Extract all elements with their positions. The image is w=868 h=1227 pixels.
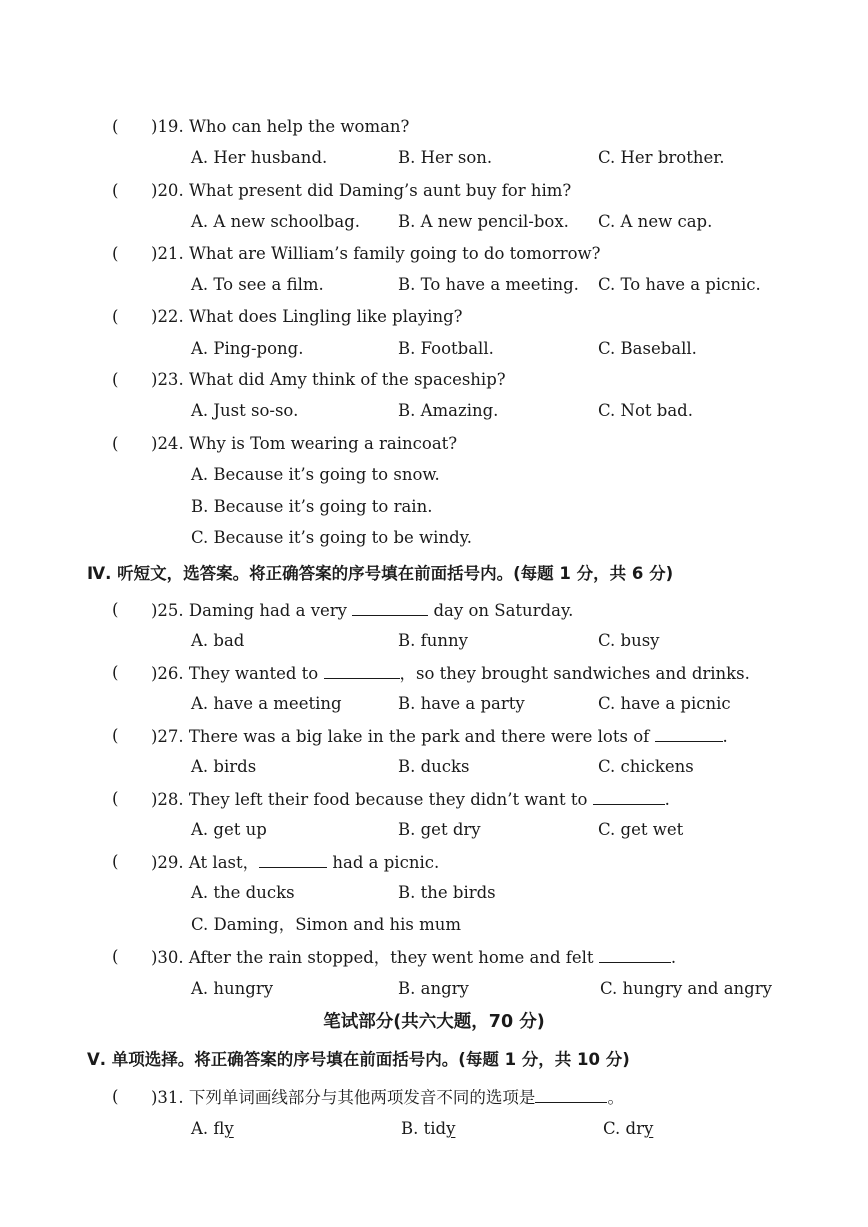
- option-b: B. angry: [398, 979, 469, 998]
- option-a: A. Ping-pong.: [191, 339, 304, 358]
- answer-blank[interactable]: [259, 851, 327, 868]
- option-a: A. A new schoolbag.: [191, 212, 361, 231]
- question-text: )21. What are William’s family going to do tomorrow?: [151, 244, 601, 263]
- option-a: A. fly: [191, 1119, 234, 1138]
- option-a: A. Because it’s going to snow.: [191, 465, 440, 484]
- option-c: C. hungry and angry: [600, 979, 772, 998]
- option-c: C. get wet: [598, 820, 684, 839]
- answer-blank[interactable]: [324, 662, 400, 679]
- option-c: C. A new cap.: [598, 212, 713, 231]
- answer-paren[interactable]: (: [112, 789, 119, 808]
- option-c: C. Her brother.: [598, 148, 725, 167]
- option-a: A. To see a film.: [191, 275, 324, 294]
- question-text: )19. Who can help the woman?: [151, 117, 410, 136]
- option-a: A. the ducks: [191, 883, 295, 902]
- answer-paren[interactable]: (: [112, 726, 119, 745]
- question-text: )22. What does Lingling like playing?: [151, 307, 463, 326]
- option-a: A. hungry: [191, 979, 274, 998]
- answer-paren[interactable]: (: [112, 947, 119, 966]
- option-b: B. have a party: [398, 694, 525, 713]
- option-a: A. get up: [191, 820, 267, 839]
- option-a: A. Her husband.: [191, 148, 328, 167]
- answer-blank[interactable]: [655, 725, 723, 742]
- option-b: B. A new pencil-box.: [398, 212, 569, 231]
- option-a: A. bad: [191, 631, 245, 650]
- answer-paren[interactable]: (: [112, 370, 119, 389]
- option-b: B. the birds: [398, 883, 496, 902]
- question-text: )29. At last， had a picnic.: [151, 853, 440, 872]
- question-text: )31. 下列单词画线部分与其他两项发音不同的选项是 。: [151, 1088, 624, 1107]
- option-c: C. Not bad.: [598, 401, 693, 420]
- option-b: B. Amazing.: [398, 401, 499, 420]
- answer-blank[interactable]: [535, 1086, 607, 1103]
- question-text: )26. They wanted to ，so they brought sandwiches and drinks.: [151, 664, 750, 683]
- section-heading-5: Ⅴ. 单项选择。将正确答案的序号填在前面括号内。(每题 1 分，共 10 分): [87, 1050, 630, 1069]
- answer-paren[interactable]: (: [112, 244, 119, 263]
- question-text: )27. There was a big lake in the park and there were lots of .: [151, 727, 728, 746]
- option-b: B. Because it’s going to rain.: [191, 497, 433, 516]
- question-text: )28. They left their food because they didn’t want to .: [151, 790, 670, 809]
- answer-blank[interactable]: [352, 599, 428, 616]
- option-b: B. Football.: [398, 339, 494, 358]
- option-a: A. Just so-so.: [191, 401, 299, 420]
- written-part-heading: 笔试部分(共六大题，70 分): [323, 1012, 545, 1032]
- answer-blank[interactable]: [599, 946, 671, 963]
- answer-paren[interactable]: (: [112, 307, 119, 326]
- answer-paren[interactable]: (: [112, 1087, 119, 1106]
- option-b: B. ducks: [398, 757, 470, 776]
- question-text: )24. Why is Tom wearing a raincoat?: [151, 434, 458, 453]
- option-b: B. funny: [398, 631, 468, 650]
- option-c: C. Baseball.: [598, 339, 697, 358]
- option-a: A. birds: [191, 757, 257, 776]
- answer-blank[interactable]: [593, 788, 665, 805]
- section-heading-4: Ⅳ. 听短文，选答案。将正确答案的序号填在前面括号内。(每题 1 分，共 6 分): [87, 564, 674, 583]
- option-b: B. tidy: [401, 1119, 456, 1138]
- answer-paren[interactable]: (: [112, 600, 119, 619]
- option-c: C. To have a picnic.: [598, 275, 761, 294]
- option-c: C. chickens: [598, 757, 694, 776]
- answer-paren[interactable]: (: [112, 663, 119, 682]
- option-c: C. busy: [598, 631, 660, 650]
- option-a: A. have a meeting: [191, 694, 342, 713]
- option-c: C. Because it’s going to be windy.: [191, 528, 473, 547]
- option-b: B. To have a meeting.: [398, 275, 579, 294]
- option-b: B. get dry: [398, 820, 481, 839]
- option-c: C. have a picnic: [598, 694, 731, 713]
- question-text: )30. After the rain stopped，they went home and felt .: [151, 948, 677, 967]
- answer-paren[interactable]: (: [112, 434, 119, 453]
- answer-paren[interactable]: (: [112, 852, 119, 871]
- option-c: C. Daming，Simon and his mum: [191, 915, 462, 934]
- answer-paren[interactable]: (: [112, 181, 119, 200]
- question-text: )23. What did Amy think of the spaceship?: [151, 370, 506, 389]
- option-b: B. Her son.: [398, 148, 493, 167]
- question-text: )25. Daming had a very day on Saturday.: [151, 601, 574, 620]
- option-c: C. dry: [603, 1119, 654, 1138]
- question-text: )20. What present did Daming’s aunt buy for him?: [151, 181, 572, 200]
- answer-paren[interactable]: (: [112, 117, 119, 136]
